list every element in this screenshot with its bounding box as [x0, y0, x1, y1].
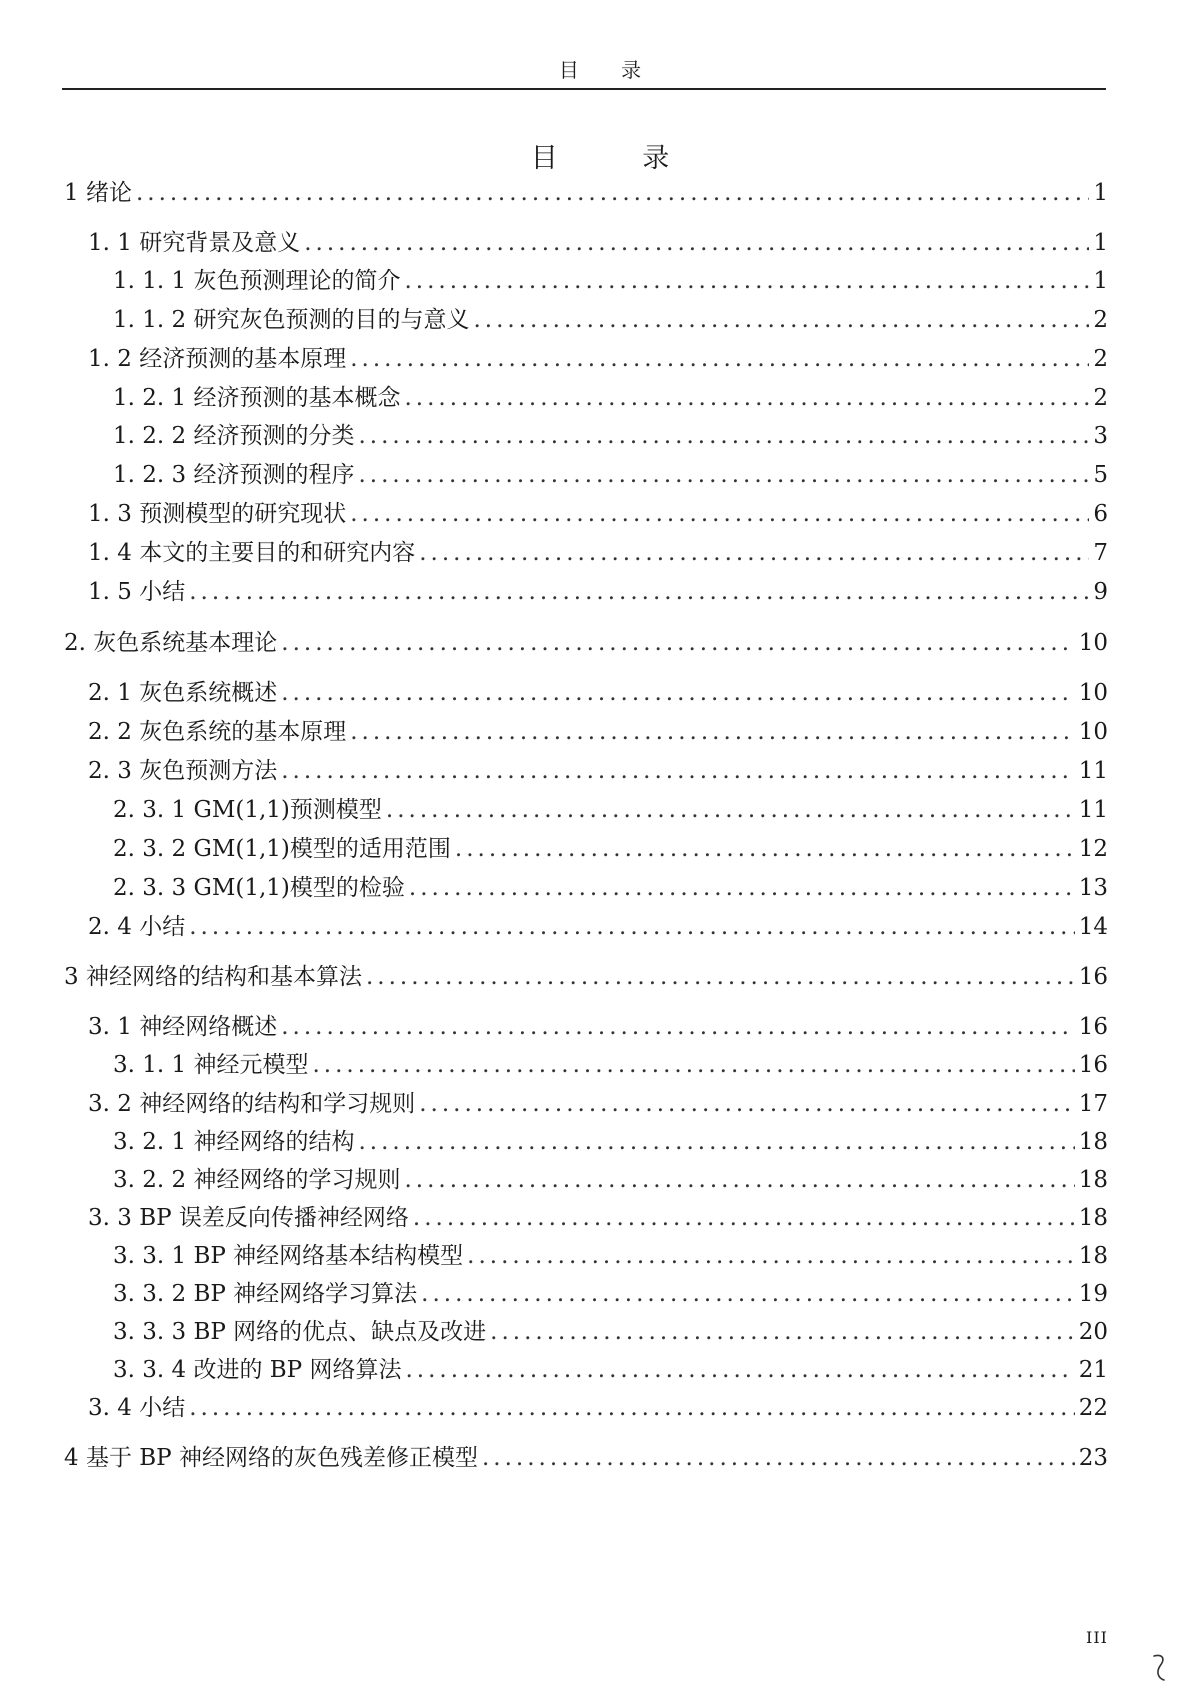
toc-entry-page: 1	[1093, 180, 1108, 206]
toc-entry-label: 3. 3. 1 BP 神经网络基本结构模型	[113, 1243, 464, 1269]
running-header: 目 录	[558, 58, 660, 82]
toc-entry-label: 1. 4 本文的主要目的和研究内容	[88, 540, 416, 566]
toc-entry-1-2-1[interactable]	[113, 383, 1108, 413]
toc-title: 目 录	[530, 143, 708, 174]
toc-entry-2-3[interactable]	[88, 756, 1108, 786]
toc-entry-2[interactable]	[64, 628, 1108, 658]
toc-entry-3-3-2[interactable]	[113, 1279, 1108, 1309]
toc-entry-label: 3. 1. 1 神经元模型	[113, 1052, 309, 1078]
toc-entry-page: 1	[1093, 230, 1108, 256]
dot-leader	[482, 1443, 1075, 1473]
dot-leader	[358, 421, 1089, 451]
toc-entry-label: 2. 4 小结	[88, 914, 186, 940]
toc-entry-page: 2	[1093, 385, 1108, 411]
toc-entry-page: 22	[1078, 1395, 1108, 1421]
toc-entry-label: 2. 3 灰色预测方法	[88, 758, 278, 784]
toc-entry-label: 3. 2 神经网络的结构和学习规则	[88, 1091, 416, 1117]
toc-entry-3-4[interactable]	[88, 1393, 1108, 1423]
toc-entry-page: 10	[1078, 630, 1108, 656]
toc-entry-page: 18	[1078, 1167, 1108, 1193]
toc-entry-page: 2	[1093, 307, 1108, 333]
dot-leader	[421, 1279, 1075, 1309]
toc-entry-label: 3. 4 小结	[88, 1395, 186, 1421]
toc-entry-label: 1 绪论	[64, 180, 132, 206]
toc-entry-4[interactable]	[64, 1443, 1108, 1473]
toc-entry-page: 10	[1078, 680, 1108, 706]
toc-entry-3-3[interactable]	[88, 1203, 1108, 1233]
toc-entry-2-3-2[interactable]	[113, 834, 1108, 864]
toc-entry-page: 5	[1093, 462, 1108, 488]
toc-entry-label: 3. 2. 2 神经网络的学习规则	[113, 1167, 401, 1193]
toc-entry-1-2-2[interactable]	[113, 421, 1108, 451]
toc-entry-label: 2. 3. 3 GM(1,1)模型的检验	[113, 875, 405, 901]
scan-mark-icon	[1150, 1652, 1172, 1684]
toc-entry-page: 1	[1093, 268, 1108, 294]
dot-leader	[404, 383, 1089, 413]
toc-entry-1-1-1[interactable]	[113, 266, 1108, 296]
toc-entry-page: 16	[1078, 964, 1108, 990]
toc-entry-page: 13	[1078, 875, 1108, 901]
toc-entry-label: 2. 1 灰色系统概述	[88, 680, 278, 706]
dot-leader	[490, 1317, 1075, 1347]
toc-entry-page: 11	[1078, 758, 1108, 784]
toc-entry-page: 11	[1078, 797, 1108, 823]
toc-entry-3-3-3[interactable]	[113, 1317, 1108, 1347]
toc-entry-1[interactable]	[64, 178, 1108, 208]
toc-entry-label: 1. 2. 3 经济预测的程序	[113, 462, 355, 488]
dot-leader	[312, 1050, 1074, 1080]
toc-entry-page: 20	[1078, 1319, 1108, 1345]
toc-entry-page: 21	[1078, 1357, 1108, 1383]
toc-entry-label: 3. 2. 1 神经网络的结构	[113, 1129, 355, 1155]
toc-entry-2-1[interactable]	[88, 678, 1108, 708]
toc-entry-page: 18	[1078, 1129, 1108, 1155]
toc-entry-page: 3	[1093, 423, 1108, 449]
toc-entry-label: 2. 3. 2 GM(1,1)模型的适用范围	[113, 836, 451, 862]
dot-leader	[386, 795, 1075, 825]
toc-entry-1-2-3[interactable]	[113, 460, 1108, 490]
dot-leader	[404, 266, 1089, 296]
toc-entry-label: 3. 3. 2 BP 神经网络学习算法	[113, 1281, 418, 1307]
toc-entry-2-4[interactable]	[88, 912, 1108, 942]
dot-leader	[304, 228, 1089, 258]
toc-entry-3-2-2[interactable]	[113, 1165, 1108, 1195]
toc-entry-page: 16	[1078, 1014, 1108, 1040]
dot-leader	[350, 344, 1089, 374]
toc-entry-page: 6	[1093, 501, 1108, 527]
toc-entry-label: 2. 灰色系统基本理论	[64, 630, 278, 656]
dot-leader	[281, 756, 1075, 786]
toc-entry-3-1[interactable]	[88, 1012, 1108, 1042]
toc-entry-1-5[interactable]	[88, 577, 1108, 607]
toc-entry-1-4[interactable]	[88, 538, 1108, 568]
page-number: III	[1086, 1628, 1108, 1647]
toc-entry-1-2[interactable]	[88, 344, 1108, 374]
toc-entry-page: 17	[1078, 1091, 1108, 1117]
dot-leader	[413, 1203, 1075, 1233]
dot-leader	[189, 912, 1075, 942]
toc-entry-label: 3. 3 BP 误差反向传播神经网络	[88, 1205, 409, 1231]
toc-entry-label: 3. 3. 4 改进的 BP 网络算法	[113, 1357, 402, 1383]
toc-entry-page: 23	[1078, 1445, 1108, 1471]
toc-entry-label: 2. 2 灰色系统的基本原理	[88, 719, 347, 745]
toc-entry-label: 3. 3. 3 BP 网络的优点、缺点及改进	[113, 1319, 487, 1345]
toc-entry-page: 9	[1093, 579, 1108, 605]
toc-entry-label: 3. 1 神经网络概述	[88, 1014, 278, 1040]
toc-entry-2-3-3[interactable]	[113, 873, 1108, 903]
dot-leader	[467, 1241, 1075, 1271]
dot-leader	[189, 577, 1089, 607]
toc-entry-3-1-1[interactable]	[113, 1050, 1108, 1080]
dot-leader	[409, 873, 1075, 903]
dot-leader	[358, 460, 1089, 490]
toc-entry-page: 14	[1078, 914, 1108, 940]
dot-leader	[281, 678, 1075, 708]
toc-entry-label: 3 神经网络的结构和基本算法	[64, 964, 362, 990]
toc-entry-3-3-4[interactable]	[113, 1355, 1108, 1385]
dot-leader	[404, 1165, 1074, 1195]
toc-entry-label: 1. 2. 1 经济预测的基本概念	[113, 385, 401, 411]
toc-entry-label: 1. 1 研究背景及意义	[88, 230, 301, 256]
dot-leader	[350, 499, 1089, 529]
dot-leader	[366, 962, 1075, 992]
toc-entry-3-3-1[interactable]	[113, 1241, 1108, 1271]
toc-entry-3-2[interactable]	[88, 1089, 1108, 1119]
dot-leader	[358, 1127, 1074, 1157]
dot-leader	[455, 834, 1075, 864]
toc-entry-label: 1. 2 经济预测的基本原理	[88, 346, 347, 372]
toc-entry-label: 1. 5 小结	[88, 579, 186, 605]
toc-entry-page: 18	[1078, 1205, 1108, 1231]
dot-leader	[189, 1393, 1075, 1423]
toc-entry-label: 1. 1. 2 研究灰色预测的目的与意义	[113, 307, 470, 333]
toc-entry-label: 1. 3 预测模型的研究现状	[88, 501, 347, 527]
toc-entry-label: 1. 2. 2 经济预测的分类	[113, 423, 355, 449]
toc-entry-3-2-1[interactable]	[113, 1127, 1108, 1157]
toc-entry-page: 18	[1078, 1243, 1108, 1269]
toc-entry-2-3-1[interactable]	[113, 795, 1108, 825]
dot-leader	[281, 628, 1074, 658]
toc-entry-1-1-2[interactable]	[113, 305, 1108, 335]
dot-leader	[136, 178, 1089, 208]
toc-entry-page: 12	[1078, 836, 1108, 862]
toc-entry-page: 16	[1078, 1052, 1108, 1078]
dot-leader	[473, 305, 1089, 335]
dot-leader	[281, 1012, 1075, 1042]
toc-entry-page: 19	[1078, 1281, 1108, 1307]
toc-entry-1-3[interactable]	[88, 499, 1108, 529]
toc-entry-page: 2	[1093, 346, 1108, 372]
toc-entry-1-1[interactable]	[88, 228, 1108, 258]
dot-leader	[419, 1089, 1075, 1119]
toc-entry-page: 10	[1078, 719, 1108, 745]
dot-leader	[405, 1355, 1074, 1385]
toc-entry-2-2[interactable]	[88, 717, 1108, 747]
toc-entry-label: 1. 1. 1 灰色预测理论的简介	[113, 268, 401, 294]
dot-leader	[350, 717, 1075, 747]
toc-entry-page: 7	[1093, 540, 1108, 566]
toc-entry-3[interactable]	[64, 962, 1108, 992]
toc-entry-label: 2. 3. 1 GM(1,1)预测模型	[113, 797, 382, 823]
dot-leader	[419, 538, 1089, 568]
toc-entry-label: 4 基于 BP 神经网络的灰色残差修正模型	[64, 1445, 478, 1471]
